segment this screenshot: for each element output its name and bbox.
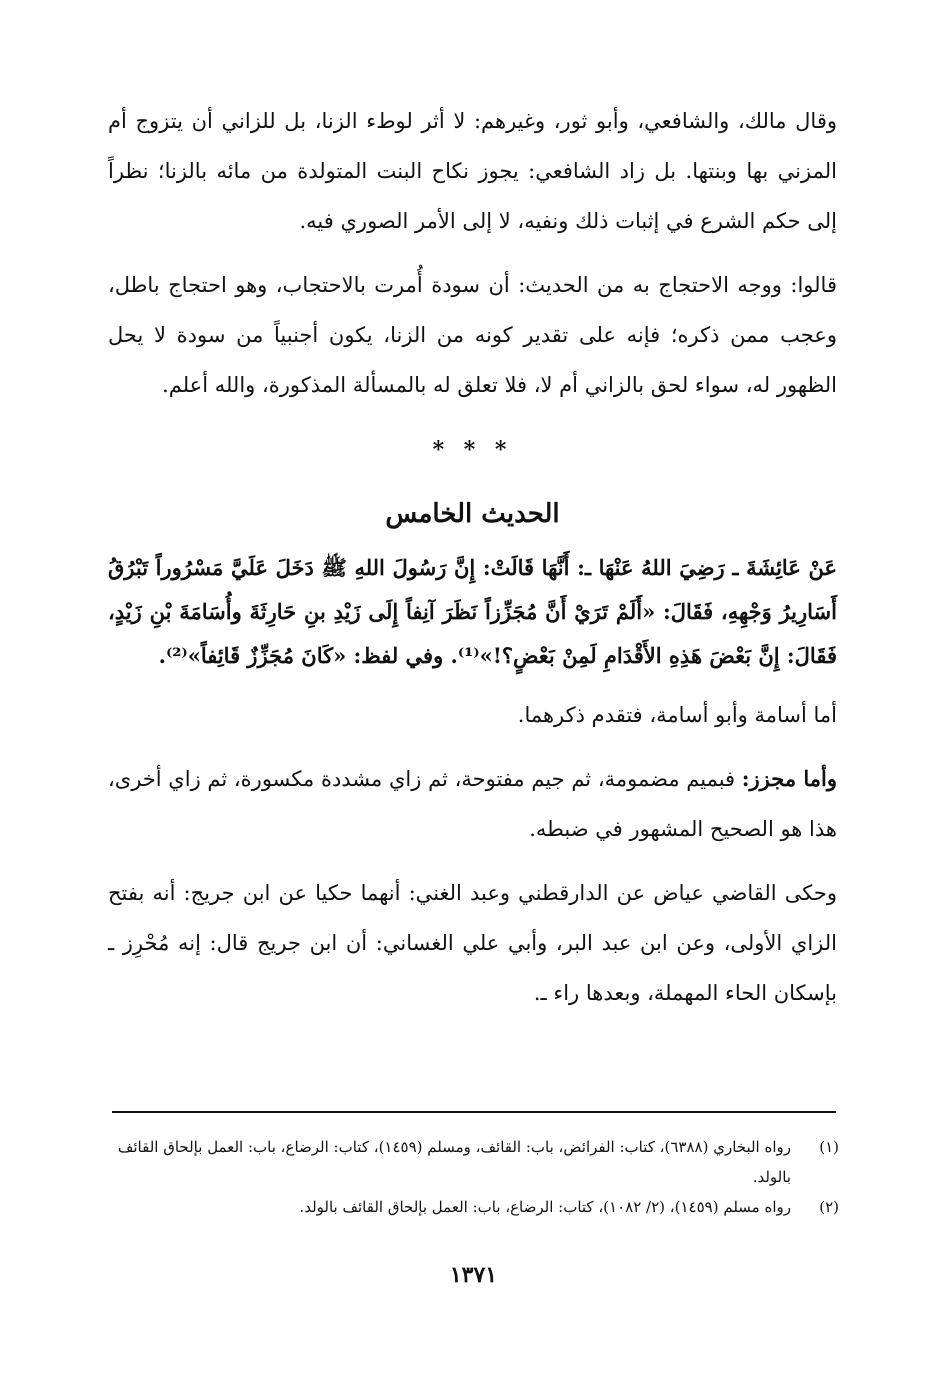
paragraph-malik-shafii: وقال مالك، والشافعي، وأبو ثور، وغيرهم: لا أثر لوطء الزنا، بل للزاني أن يتزوج أم المزني بها وبنتها. بل زاد الشافعي: يجوز نكاح البنت المتولدة من مائه بالزنا؛ نظراً إلى حكم الشرع في إثبات ذلك ونفيه، لا إلى الأمر الصوري فيه. (108, 109, 837, 233)
footnote-text: رواه البخاري (٦٣٨٨)، كتاب: الفرائض، باب: القائف، ومسلم (١٤٥٩)، كتاب: الرضاع، باب: العمل بإلحاق القائف بالولد. (117, 1138, 791, 1186)
footnote-2 (108, 1192, 839, 1222)
hadith-text: عَنْ عَائِشَةَ ـ رَضِيَ اللهُ عَنْهَا ـ: أَنَّهَا قَالَتْ: إِنَّ رَسُولَ اللهِ ﷺ دَخَلَ عَلَيَّ مَسْرُوراً تَبْرُقُ أَسَارِيرُ وَجْهِهِ، فَقَالَ: «أَلَمْ تَرَيْ أَنَّ مُجَزِّزاً نَظَرَ آنِفاً إِلَى زَيْدِ بنِ حَارِثَةَ وأُسَامَةَ بْنِ زَيْدٍ، فَقَالَ: إِنَّ بَعْضَ هَذِهِ الأَقْدَامِ لَمِنْ بَعْضٍ؟!»⁽¹⁾. وفي لفظ: «كَانَ مُجَزِّزٌ قَائِفاً»⁽²⁾. (108, 555, 837, 668)
paragraph-qadi-iyad: وحكى القاضي عياض عن الدارقطني وعبد الغني: أنهما حكيا عن ابن جريج: أنه بفتح الزاي الأولى، وعن ابن عبد البر، وأبي علي الغساني: أن ابن جريج قال: إنه مُحْرِز ـ بإسكان الحاء المهملة، وبعدها راء ـ. (108, 881, 837, 1005)
footnote-text: رواه مسلم (١٤٥٩)، (٢/ ١٠٨٢)، كتاب: الرضاع، باب: العمل بإلحاق القائف بالولد. (299, 1198, 791, 1216)
paragraph-osama: أما أسامة وأبو أسامة، فتقدم ذكرهما. (517, 703, 837, 727)
footnotes (108, 1132, 839, 1222)
paragraph-lead: وأما مجزز: (741, 766, 838, 791)
footnote-1 (108, 1132, 839, 1192)
footnote-number: (٢) (819, 1198, 839, 1216)
page-body (108, 96, 837, 1032)
page-number: ١٣٧١ (449, 1262, 498, 1288)
paragraph-mujazziz (108, 754, 837, 854)
paragraph-argument-sawda: قالوا: ووجه الاحتجاج به من الحديث: أن سودة أُمرت بالاحتجاب، وهو احتجاج باطل، وعجب ممن ذكره؛ فإنه على تقدير كونه من الزنا، يكون أجنبياً من سودة لا يحل الظهور له، سواء لحق بالزاني أم لا، فلا تعلق له بالمسألة المذكورة، والله أعلم. (108, 273, 837, 397)
footnote-divider (112, 1111, 836, 1113)
footnote-number: (١) (819, 1138, 839, 1156)
section-separator: * * * (432, 437, 513, 463)
section-heading: الحديث الخامس (385, 499, 560, 529)
paragraph-rest: فبميم مضمومة، ثم جيم مفتوحة، ثم زاي مشددة مكسورة، ثم زاي أخرى، هذا هو الصحيح المشهور في ضبطه. (108, 767, 837, 841)
